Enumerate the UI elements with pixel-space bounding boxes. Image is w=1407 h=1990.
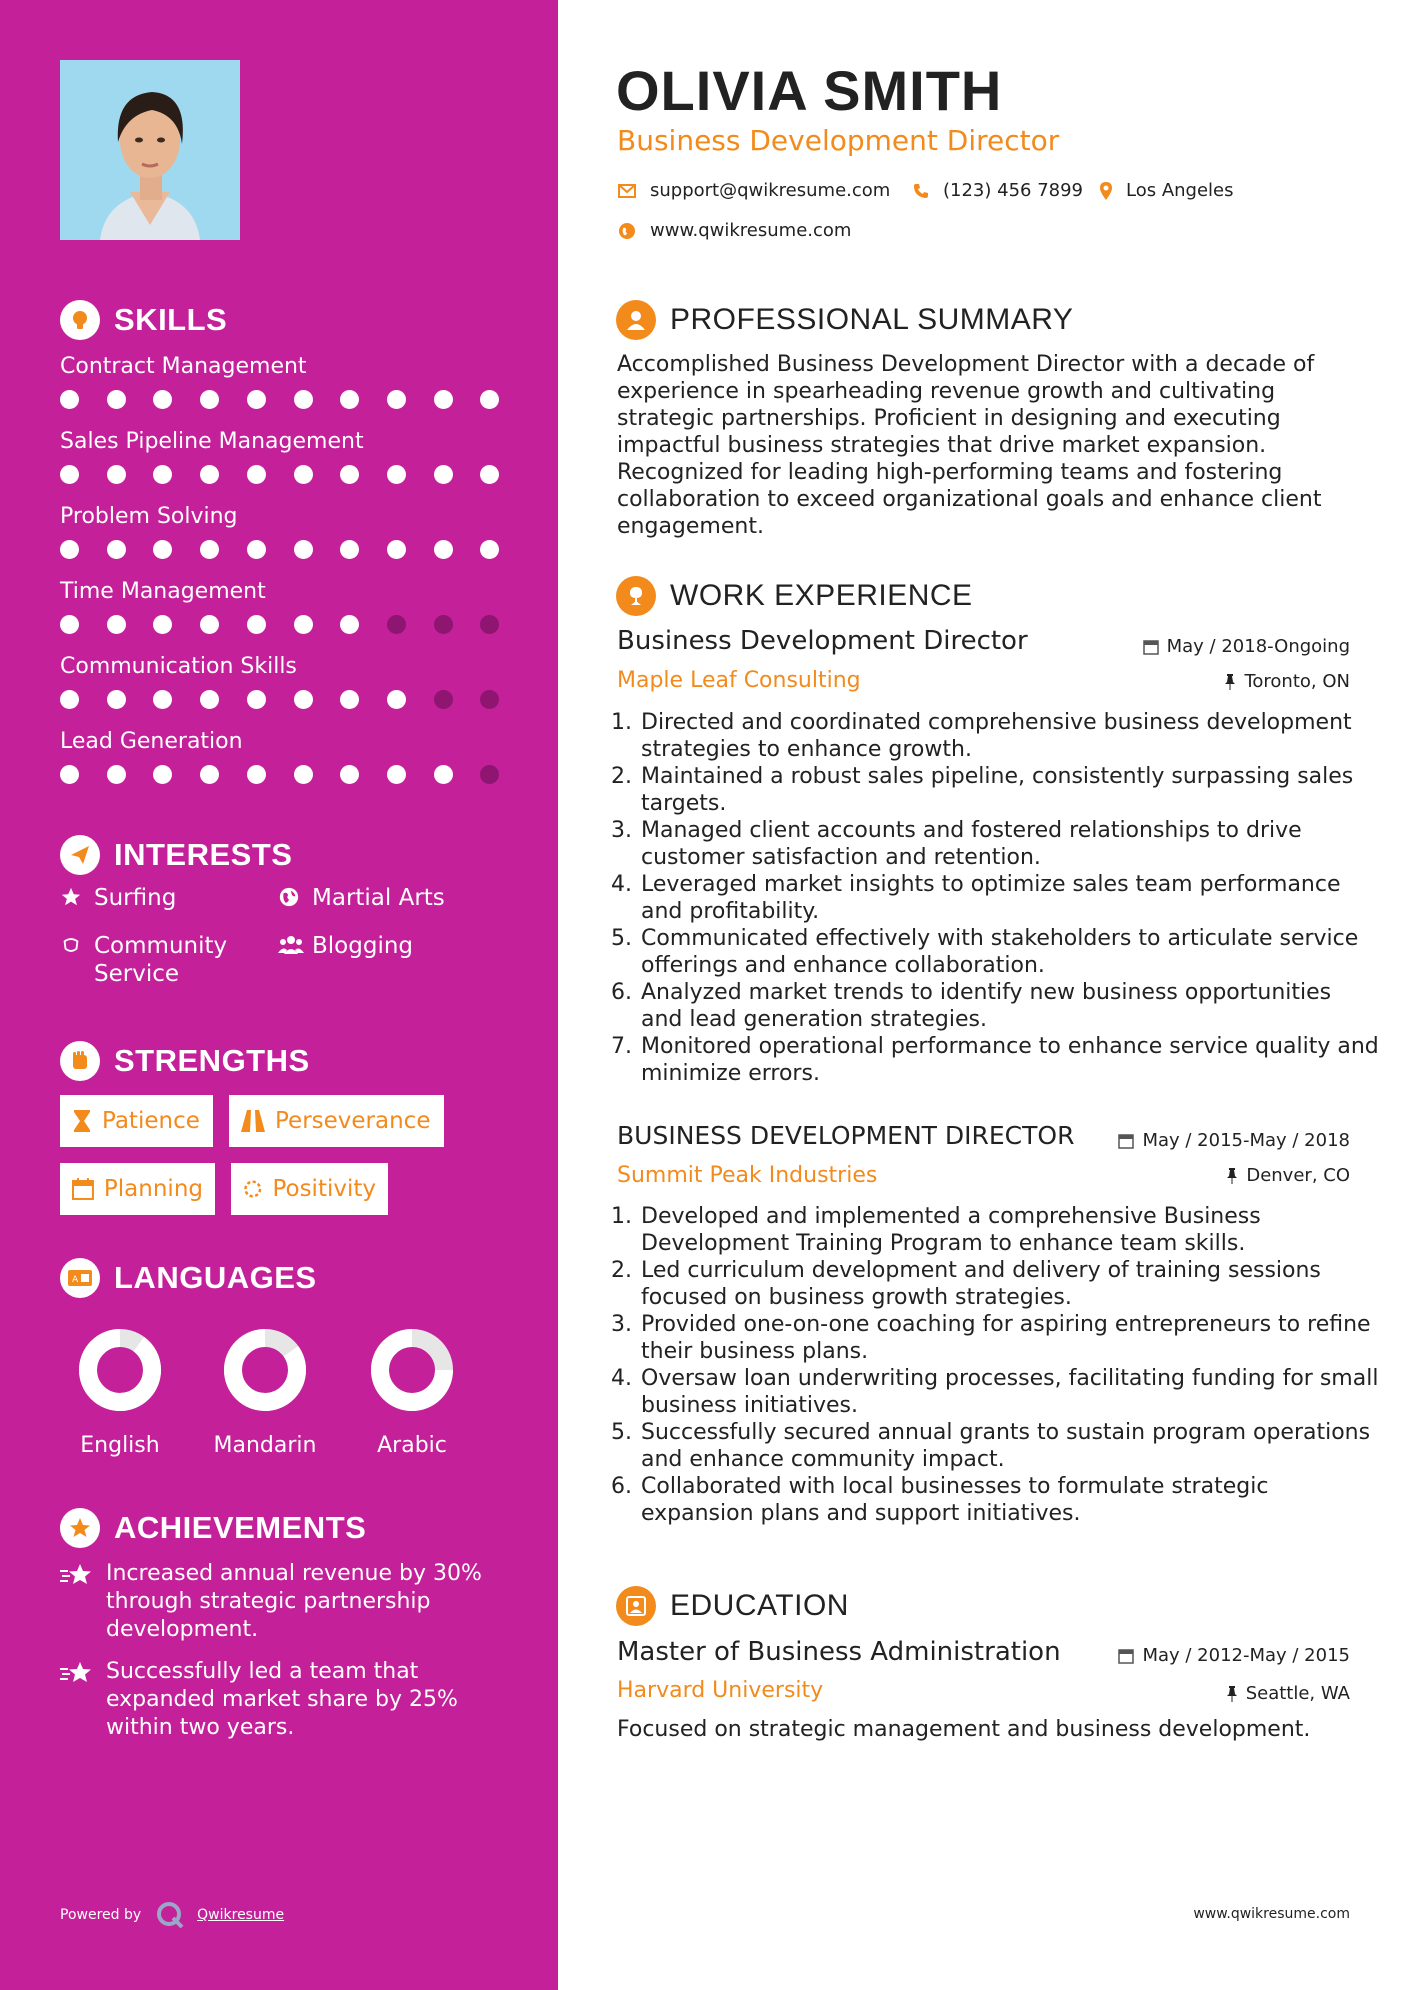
skill-dot [387, 690, 406, 709]
language-item [337, 1325, 487, 1458]
duty-item: 4. Leveraged market insights to optimize sales team performance and profitability. [639, 871, 1379, 925]
school-name: Harvard University [617, 1678, 824, 1703]
skill-dot [387, 465, 406, 484]
achievement-item [60, 1658, 500, 1742]
interest-item [60, 884, 244, 915]
skill-dot [107, 765, 126, 784]
qwikresume-logo-icon [155, 1900, 185, 1930]
skill-dot [387, 540, 406, 559]
skill-dot [200, 540, 219, 559]
skill-dot [247, 540, 266, 559]
road-icon [241, 1110, 265, 1132]
skill-dot [434, 465, 453, 484]
language-ring [75, 1325, 165, 1415]
strengths-heading [60, 1041, 310, 1081]
skill-dot [387, 390, 406, 409]
skill-dot [107, 615, 126, 634]
achievements-heading [60, 1508, 366, 1548]
duty-item: 7. Monitored operational performance to enhance service quality and minimize errors. [639, 1033, 1379, 1087]
contact-phone-text: (123) 456 7899 [943, 180, 1084, 201]
candidate-name: OLIVIA SMITH [616, 59, 1003, 122]
globe-icon [278, 884, 302, 915]
skill-dot [153, 690, 172, 709]
shooting-star-icon [60, 1658, 96, 1742]
skill-item [60, 352, 510, 410]
skill-dot [247, 615, 266, 634]
education-description: Focused on strategic management and business development. [617, 1717, 1311, 1742]
skills-heading [60, 300, 227, 340]
job-company: Summit Peak Industries [617, 1163, 878, 1188]
spinner-icon [243, 1177, 262, 1201]
skill-dot [200, 690, 219, 709]
skill-dot [153, 540, 172, 559]
skill-dot [294, 765, 313, 784]
skill-dot [60, 390, 79, 409]
achievement-text: Successfully led a team that expanded market share by 25% within two years. [106, 1659, 458, 1740]
globe-icon [618, 222, 636, 240]
language-item [190, 1325, 340, 1458]
footer-url[interactable]: www.qwikresume.com [1193, 1906, 1350, 1922]
skill-item [60, 727, 510, 785]
duty-item: 2. Led curriculum development and delivery of training sessions focused on business growth strategies. [639, 1257, 1379, 1311]
skill-dot [107, 465, 126, 484]
skill-dot [200, 615, 219, 634]
contact-phone[interactable] [913, 180, 1083, 201]
interest-label: Martial Arts [312, 885, 445, 911]
skill-dot [107, 390, 126, 409]
duty-item: 6. Collaborated with local businesses to formulate strategic expansion plans and support initiatives. [639, 1473, 1379, 1527]
briefcase-icon [616, 576, 656, 616]
skill-dot [153, 765, 172, 784]
language-name: Arabic [377, 1433, 447, 1458]
language-icon [60, 1258, 100, 1298]
job-title: Business Development Director [617, 626, 1028, 656]
contact-location-text: Los Angeles [1126, 180, 1234, 201]
hand-icon [60, 932, 84, 988]
duty-item: 1. Developed and implemented a comprehensive Business Development Training Program to enhance team skills. [639, 1203, 1379, 1257]
star-badge-icon [60, 1508, 100, 1548]
skill-dot [294, 540, 313, 559]
pin-icon [1226, 1168, 1238, 1184]
paper-plane-icon [60, 835, 100, 875]
skill-name: Communication Skills [60, 654, 297, 679]
skill-name: Sales Pipeline Management [60, 429, 364, 454]
skill-dot [60, 765, 79, 784]
duty-item: 6. Analyzed market trends to identify new business opportunities and lead generation strategies. [639, 979, 1379, 1033]
skill-dot [153, 390, 172, 409]
achievements-title: ACHIEVEMENTS [114, 1510, 367, 1545]
shooting-star-icon [60, 1560, 96, 1644]
skill-name: Contract Management [60, 354, 307, 379]
job-dates-text: May / 2018-Ongoing [1166, 636, 1350, 657]
skill-dot [107, 690, 126, 709]
candidate-title: Business Development Director [617, 124, 1060, 157]
job-title: BUSINESS DEVELOPMENT DIRECTOR [617, 1121, 1075, 1150]
sidebar [0, 0, 558, 1990]
fist-icon [60, 1041, 100, 1081]
experience-heading [616, 576, 973, 616]
skill-dot [340, 690, 359, 709]
skill-dot [387, 615, 406, 634]
interests-title: INTERESTS [114, 837, 293, 872]
skill-dot [153, 465, 172, 484]
skill-dot [480, 390, 499, 409]
powered-brand-link[interactable]: Qwikresume [197, 1907, 285, 1923]
strength-label: Positivity [272, 1176, 376, 1202]
strength-badge [229, 1095, 444, 1147]
skill-dot [480, 540, 499, 559]
skill-dot [200, 390, 219, 409]
job-company: Maple Leaf Consulting [617, 668, 861, 693]
education-dates-text: May / 2012-May / 2015 [1142, 1645, 1350, 1666]
skill-dot [107, 540, 126, 559]
skill-dot [247, 390, 266, 409]
contact-location [1100, 180, 1234, 201]
language-item [45, 1325, 195, 1458]
language-name: English [80, 1433, 160, 1458]
duty-item: 3. Provided one-on-one coaching for aspiring entrepreneurs to refine their business plans. [639, 1311, 1379, 1365]
contact-website[interactable] [618, 220, 851, 241]
strength-badge [60, 1095, 213, 1147]
skill-item [60, 427, 510, 485]
interest-label: Surfing [94, 885, 177, 911]
skill-dot [60, 465, 79, 484]
job-dates [1118, 1130, 1350, 1151]
main-content [558, 0, 1407, 1990]
languages-title: LANGUAGES [114, 1260, 317, 1295]
skill-dot [480, 615, 499, 634]
education-location-text: Seattle, WA [1245, 1683, 1350, 1704]
skill-dot [340, 465, 359, 484]
graduation-icon [616, 1586, 656, 1626]
skill-dot [340, 615, 359, 634]
language-ring [220, 1325, 310, 1415]
contact-email-text: support@qwikresume.com [650, 180, 891, 201]
skill-dot [480, 465, 499, 484]
interest-item [278, 884, 462, 915]
duty-item: 4. Oversaw loan underwriting processes, facilitating funding for small business initiatives. [639, 1365, 1379, 1419]
summary-text: Accomplished Business Development Director with a decade of experience in spearheading revenue growth and cultivating strategic partnerships. Proficient in designing and executing impactful business strategies that drive market expansion. Recognized for leading high-performing teams and fostering collaboration to exceed organizational goals and enhance client engagement. [617, 352, 1322, 539]
strength-label: Patience [102, 1108, 200, 1134]
education-title: EDUCATION [670, 1589, 849, 1622]
calendar-icon [72, 1178, 94, 1200]
skill-dot [294, 690, 313, 709]
strength-badge [231, 1163, 388, 1215]
skill-dot [340, 540, 359, 559]
interest-label: Community Service [94, 933, 228, 987]
summary-title: PROFESSIONAL SUMMARY [670, 303, 1074, 336]
interest-item [60, 932, 254, 988]
phone-icon [913, 183, 929, 199]
skill-item [60, 577, 510, 635]
calendar-icon [1118, 1648, 1134, 1664]
skill-dot [434, 690, 453, 709]
duty-item: 5. Communicated effectively with stakeholders to articulate service offerings and enhance collaboration. [639, 925, 1379, 979]
skill-rating [60, 615, 510, 635]
skill-dot [434, 765, 453, 784]
powered-by [60, 1900, 284, 1930]
hourglass-icon [72, 1109, 92, 1133]
calendar-icon [1143, 639, 1159, 655]
strengths-title: STRENGTHS [114, 1043, 310, 1078]
skill-dot [434, 615, 453, 634]
skill-item [60, 502, 510, 560]
language-ring [367, 1325, 457, 1415]
summary-heading [616, 300, 1073, 340]
skill-rating [60, 765, 510, 785]
skill-rating [60, 465, 510, 485]
strength-label: Planning [103, 1176, 203, 1202]
skill-item [60, 652, 510, 710]
contact-website-text: www.qwikresume.com [650, 220, 852, 241]
contact-email[interactable] [618, 180, 890, 201]
users-icon [278, 932, 302, 963]
skill-dot [247, 765, 266, 784]
job-location [1224, 671, 1350, 692]
skill-rating [60, 690, 510, 710]
skill-dot [60, 540, 79, 559]
star-icon [60, 884, 84, 915]
job-dates [1143, 636, 1350, 657]
languages-heading [60, 1258, 317, 1298]
skill-dot [340, 390, 359, 409]
skill-dot [434, 390, 453, 409]
profile-photo [60, 60, 240, 240]
skills-title: SKILLS [114, 302, 228, 337]
skill-name: Lead Generation [60, 729, 243, 754]
education-dates [1118, 1645, 1350, 1666]
skill-dot [247, 465, 266, 484]
strength-label: Perseverance [275, 1108, 431, 1134]
skill-dot [294, 615, 313, 634]
duty-item: 5. Successfully secured annual grants to sustain program operations and enhance community impact. [639, 1419, 1379, 1473]
powered-prefix: Powered by [60, 1907, 142, 1923]
interests-heading [60, 835, 292, 875]
skill-dot [200, 465, 219, 484]
skill-rating [60, 390, 510, 410]
achievement-text: Increased annual revenue by 30% through strategic partnership development. [106, 1561, 482, 1642]
job-location-text: Toronto, ON [1244, 671, 1350, 692]
job-location-text: Denver, CO [1246, 1165, 1350, 1186]
experience-title: WORK EXPERIENCE [670, 579, 973, 612]
pin-icon [1226, 1686, 1238, 1702]
job-dates-text: May / 2015-May / 2018 [1142, 1130, 1350, 1151]
language-name: Mandarin [213, 1433, 317, 1458]
pin-icon [1224, 674, 1236, 690]
skill-dot [340, 765, 359, 784]
envelope-icon [618, 184, 636, 198]
degree-title: Master of Business Administration [617, 1637, 1061, 1667]
education-location [1226, 1683, 1350, 1704]
svg-text:A: A [72, 1275, 79, 1285]
calendar-icon [1118, 1133, 1134, 1149]
lightbulb-icon [60, 300, 100, 340]
job-location [1226, 1165, 1350, 1186]
skill-dot [153, 615, 172, 634]
skill-dot [387, 765, 406, 784]
skill-name: Problem Solving [60, 504, 238, 529]
skill-dot [294, 465, 313, 484]
skill-dot [294, 390, 313, 409]
strength-badge [60, 1163, 215, 1215]
duty-item: 3. Managed client accounts and fostered relationships to drive customer satisfaction and retention. [639, 817, 1379, 871]
interest-label: Blogging [312, 933, 414, 959]
duty-item: 2. Maintained a robust sales pipeline, consistently surpassing sales targets. [639, 763, 1379, 817]
skill-dot [60, 615, 79, 634]
job-duties [617, 1203, 1379, 1527]
skill-dot [247, 690, 266, 709]
skill-dot [480, 690, 499, 709]
skill-name: Time Management [60, 579, 266, 604]
user-icon [616, 300, 656, 340]
interest-item [278, 932, 462, 963]
job-duties [617, 709, 1379, 1087]
skill-dot [200, 765, 219, 784]
achievement-item [60, 1560, 500, 1644]
skill-dot [60, 690, 79, 709]
duty-item: 1. Directed and coordinated comprehensive business development strategies to enhance growth. [639, 709, 1379, 763]
skill-dot [434, 540, 453, 559]
map-pin-icon [1100, 182, 1112, 200]
skill-rating [60, 540, 510, 560]
skill-dot [480, 765, 499, 784]
education-heading [616, 1586, 849, 1626]
